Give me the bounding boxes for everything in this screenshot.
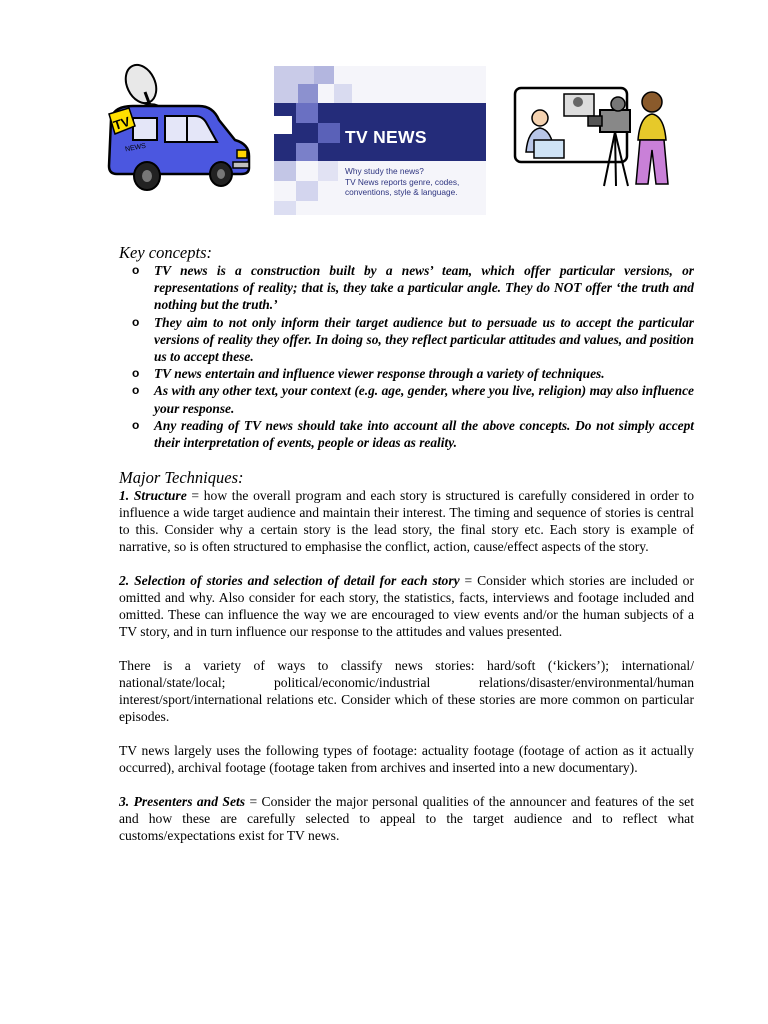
key-concepts-heading: Key concepts: bbox=[119, 243, 212, 262]
news-van-icon bbox=[103, 62, 255, 192]
list-item: o As with any other text, your context (e.g. age, gender, where you live, religion) may also influence your response. bbox=[132, 383, 694, 416]
list-item: o TV news is a construction built by a news’ team, which offer particular versions, or representations of reality; that is, they take a particular angle. They do NOT offer ‘the truth and nothing but the truth.’ bbox=[132, 263, 694, 313]
list-item: o They aim to not only inform their target audience but to persuade us to accept the particular versions of reality they offer. In doing so, they reflect particular attitudes and values, and position us to accept these. bbox=[132, 314, 694, 365]
footage-paragraph: TV news largely uses the following types of footage: actuality footage (footage of action as it actually occurred), archival footage (footage taken from archives and inserted into a new documentary). bbox=[119, 743, 694, 776]
selection-paragraph: 2. Selection of stories and selection of detail for each story = Consider which stories are included or omitted and why. Also consider for each story, the statistics, facts, interviews and footage included and omitted. These can influence the way we are encouraged to view events and/or the human subjects of a TV story, and in turn influence our response to the attitudes and values presented. bbox=[119, 573, 694, 640]
list-item: o TV news entertain and influence viewer response through a variety of techniques. bbox=[132, 366, 605, 382]
list-item: o Any reading of TV news should take into account all the above concepts. Do not simply accept their interpretation of events, people or ideas as reality. bbox=[132, 417, 694, 451]
structure-paragraph: 1. Structure = how the overall program and each story is structured is carefully considered in order to influence a wide target audience and maintain their interest. The timing and sequence of stories is central to this. Consider why a certain story is the lead story, the final story etc. Each story is example of narrative, so is often structured to emphasise the conflict, action, cause/effect aspects of the story. bbox=[119, 488, 694, 555]
major-techniques-heading: Major Techniques: bbox=[119, 468, 244, 488]
tv-news-banner bbox=[274, 66, 486, 215]
key-concepts-list bbox=[119, 262, 694, 451]
presenters-paragraph: 3. Presenters and Sets = Consider the major personal qualities of the announcer and features of the set and how these are carefully selected to appeal to the target audience and to reflect what customs/expectations exist for TV news. bbox=[119, 794, 694, 844]
svg-text:NEWS: NEWS bbox=[124, 142, 147, 154]
banner-subtitle: Why study the news? TV News reports genre, codes, conventions, style & language. bbox=[345, 166, 460, 197]
document-body bbox=[119, 243, 694, 844]
banner-title: TV NEWS bbox=[345, 127, 427, 147]
svg-text:TV: TV bbox=[111, 113, 132, 134]
tv-studio-icon bbox=[512, 80, 674, 192]
classify-paragraph: There is a variety of ways to classify news stories: hard/soft (‘kickers’); international/ national/state/local; political/economic/industrial relations/disaster/environmental/human interest/sport/international relations etc. Consider which of these stories are more common on particular episodes. bbox=[119, 658, 694, 725]
